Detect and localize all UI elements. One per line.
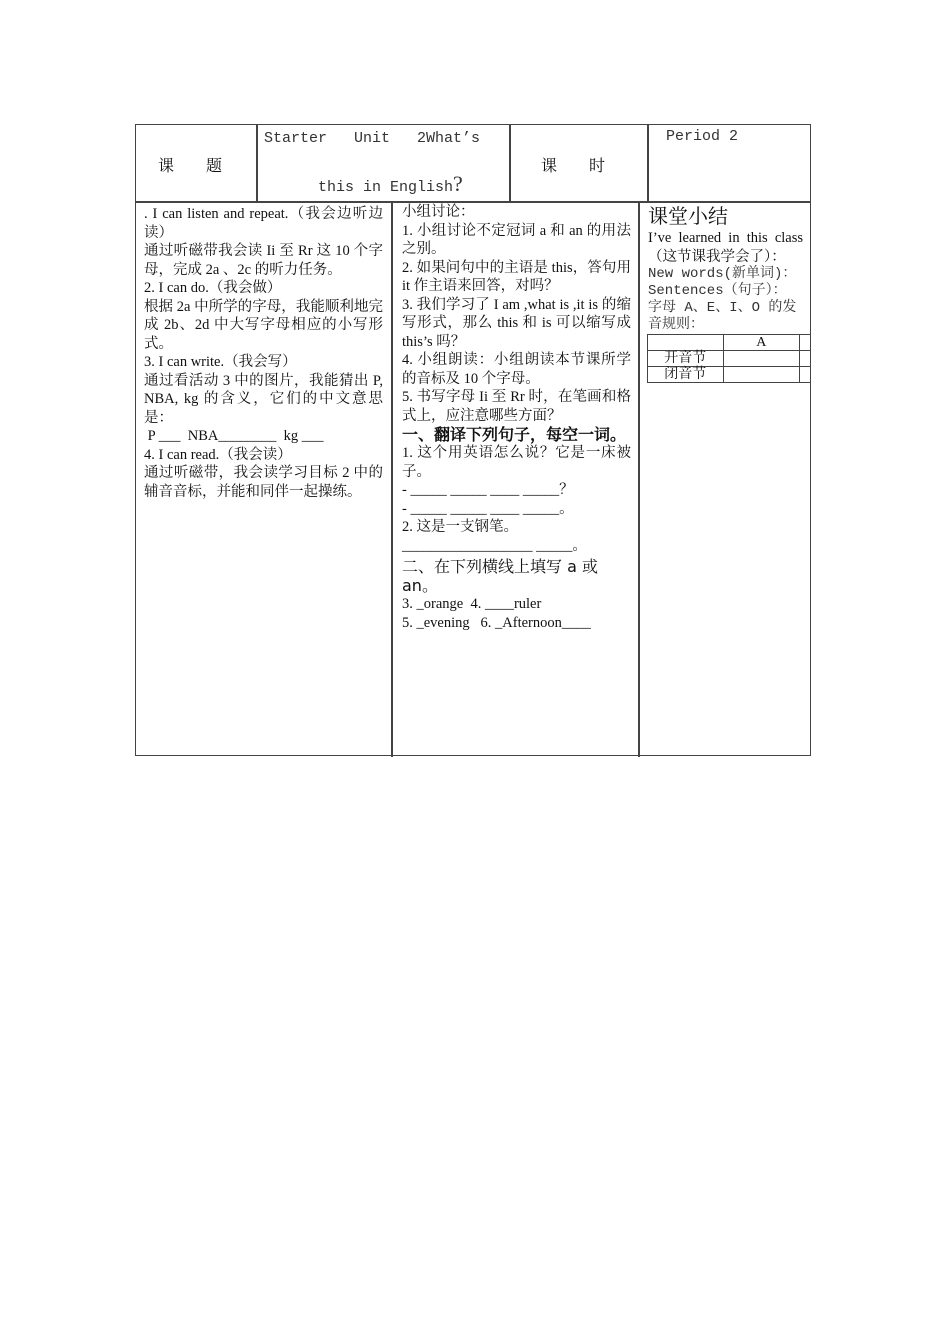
discussion-item-5: 5. 书写字母 Ii 至 Rr 时，在笔画和格式上，应注意哪些方面？ [402, 389, 631, 424]
period-value-cell [648, 125, 811, 202]
topic-label-cell [136, 125, 257, 202]
goal-do-detail: 根据 2a 中所学的字母，我能顺利地完成 2b、2d 中大写字母相应的小写形式。 [144, 298, 383, 352]
exercise-1-q2: 2. 这是一支钢笔。 [402, 519, 518, 535]
discussion-item-4: 4. 小组朗读：小组朗读本节课所学的音标及 10 个字母。 [402, 352, 631, 387]
syllable-closed-extra [800, 367, 811, 383]
syllable-open-a [723, 351, 800, 367]
exercise-2-line-1: 3. _orange 4. ____ruler [402, 596, 542, 612]
lesson-plan-table [135, 124, 811, 756]
discussion-intro: 小组讨论： [402, 204, 475, 220]
summary-title: 课堂小结 [648, 204, 728, 228]
period-value: Period 2 [666, 128, 739, 145]
syllable-open-extra [800, 351, 811, 367]
summary-sentences: Sentences（句子）： [648, 283, 787, 299]
syllable-table-header [648, 335, 811, 351]
discussion-item-3: 3. 我们学习了 I am ,what is ,it is 的缩写形式，那么 this 和 is 可以缩写成 this’s 吗？ [402, 296, 631, 350]
topic-value-line1: Starter Unit 2What’s [264, 130, 481, 147]
topic-question-mark: ? [453, 171, 463, 196]
summary-rule: 字母 A、E、I、O 的发音规则： [648, 300, 797, 333]
goal-listen-detail: 通过听磁带我会读 Ii 至 Rr 这 10 个字母，完成 2a 、2c 的听力任务。 [144, 243, 383, 278]
exercise-1-blank-1: - _____ _____ ____ _____？ [402, 482, 574, 498]
goals-column [136, 202, 392, 757]
exercise-2-line-2: 5. _evening 6. _Afternoon____ [402, 614, 591, 631]
syllable-table-row [648, 367, 811, 383]
syllable-closed-a [723, 367, 800, 383]
exercise-1-blank-2: - _____ _____ ____ _____。 [402, 500, 574, 517]
syllable-table-col-extra [800, 335, 811, 351]
syllable-open-label: 开音节 [648, 351, 724, 367]
goal-write-blanks: P ___ NBA________ kg ___ [144, 428, 324, 444]
exercise-1-q1: 1. 这个用英语怎么说？它是一床被子。 [402, 445, 631, 480]
goal-write-detail: 通过看活动 3 中的图片，我能猜出 P, NBA, kg 的含义，它们的中文意思是： [144, 372, 383, 426]
exercise-2-title: 二、在下列横线上填写 a 或 an。 [402, 557, 598, 595]
syllable-table [647, 334, 811, 383]
goal-read: 4. I can read.（我会读） [144, 446, 292, 463]
discussion-column [392, 202, 639, 757]
exercise-1-title: 一、翻译下列句子，每空一词。 [402, 425, 627, 444]
goal-write: 3. I can write.（我会写） [144, 354, 297, 370]
discussion-item-1: 1. 小组讨论不定冠词 a 和 an 的用法之别。 [402, 222, 631, 257]
summary-new-words: New words(新单词)： [648, 266, 797, 282]
goal-listen: . I can listen and repeat.（我会边听边读） [144, 206, 383, 241]
discussion-item-2: 2. 如果问句中的主语是 this，答句用 it 作主语来回答，对吗？ [402, 259, 631, 294]
summary-column [639, 202, 811, 757]
topic-label: 课 题 [158, 158, 223, 175]
syllable-table-row [648, 351, 811, 367]
goal-read-detail: 通过听磁带，我会读学习目标 2 中的辅音音标，并能和同伴一起操练。 [144, 465, 383, 500]
topic-value-line2: this in English [318, 179, 454, 196]
syllable-table-corner [648, 335, 724, 351]
topic-value-cell [257, 125, 510, 202]
summary-learned: I’ve learned in this class（这节课我学会了）： [648, 230, 803, 265]
syllable-table-col-a: A [723, 335, 800, 351]
period-label: 课 时 [541, 158, 606, 175]
syllable-closed-label: 闭音节 [648, 367, 724, 383]
exercise-1-blank-3: __________________ _____。 [402, 537, 587, 554]
period-label-cell [510, 125, 648, 202]
goal-do: 2. I can do.（我会做） [144, 280, 282, 296]
